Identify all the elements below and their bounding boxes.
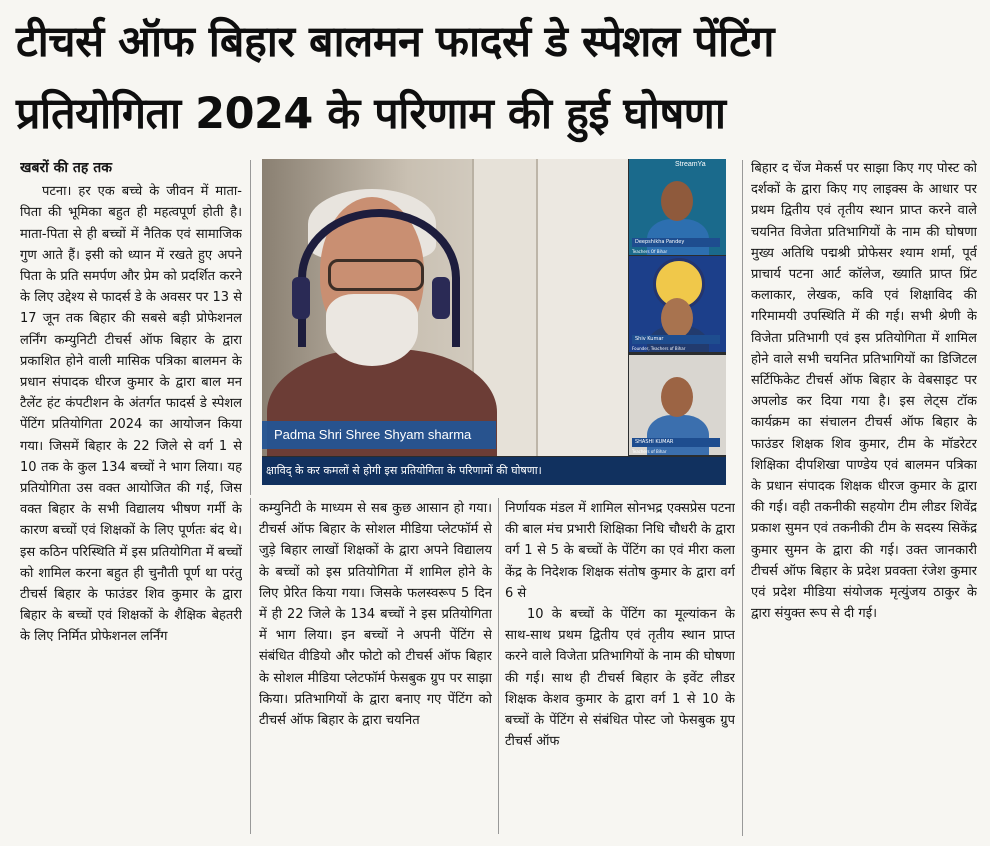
- news-photo: [262, 159, 726, 485]
- column-divider: [498, 498, 499, 834]
- streamyard-logo: StreamYa: [675, 161, 706, 168]
- news-ticker: क्षाविद् के कर कमलों से होगी इस प्रतियोगिता के परिणामों की घोषणा।: [262, 457, 726, 485]
- participant-label: Deepshikha Pandey: [632, 238, 720, 247]
- participant-thumbnail: [629, 355, 726, 455]
- article-column-3: [505, 498, 735, 834]
- participant-thumbnail: [629, 256, 726, 352]
- article-column-2: [259, 498, 492, 834]
- paragraph: पटना। हर एक बच्चे के जीवन में माता-पिता की भूमिका बहुत ही महत्वपूर्ण होती है। माता-पिता से ही बच्चों में नैतिक एवं सामाजिक गुण आते हैं। इसी को ध्यान में रखते हुए अपने पिता के प्रति समर्पण और प्रेम को प्रदर्शित करने के लिए उद्देश्य से फादर्स डे के अवसर पर 13 से 17 जून तक बिहार की सबसे बड़ी प्रोफेशनल लर्निंग कम्युनिटी टीचर्स ऑफ बिहार के द्वारा प्रकाशित होने वाली मासिक पत्रिका बालमन के प्रधान संपादक धीरज कुमार के द्वारा बाल मन टैलेंट हंट कंपटीशन के अंतर्गत फादर्स डे स्पेशल पेंटिंग प्रतियोगिता 2024 का आयोजन किया गया। जिसमें बिहार के 22 जिले से वर्ग 1 से 10 तक के कुल 134 बच्चों ने भाग लिया। यह प्रतियोगिता उस वक्त आयोजित की गई, जिस वक्त बिहार के सभी विद्यालय भीषण गर्मी के कारण बच्चों एवं शिक्षकों के लिए पूर्णतः बंद थे। इस कठिन परिस्थिति में इस प्रतियोगिता में बच्चों को शामिल करना बहुत ही चुनौती पूर्ण था परंतु टीचर्स बिहार के फाउंडर शिव कुमार के द्वारा बिहार के बच्चों एवं शिक्षकों के शैक्षिक बेहतरी के लिए निर्मित प्रोफेशनल लर्निंग: [20, 184, 242, 645]
- speaker-name-tag: Padma Shri Shree Shyam sharma: [262, 421, 496, 449]
- paragraph: बिहार द चेंज मेकर्स पर साझा किए गए पोस्ट को दर्शकों के द्वारा किए गए लाइक्स के आधार पर प्रथम द्वितीय एवं तृतीय स्थान प्राप्त करने वाले चयनित विजेता प्रतिभागियों के नाम की घोषणा मुख्य अतिथि पद्मश्री प्रोफेसर श्याम शर्मा, पूर्व प्राचार्य पटना आर्ट कॉलेज, ख्याति प्राप्त प्रिंट कलाकार, लेखक, कवि एवं शिक्षाविद की गरिमामयी उपस्थिति में की गई। सभी श्रेणी के विजेता प्रतिभागी एवं इस प्रतियोगिता में शामिल होने वाले सभी चयनित प्रतिभागियों का डिजिटल सर्टिफिकेट टीचर्स ऑफ बिहार के वेबसाइट पर अपलोड कर दिया गया है। इस लेट्स टॉक कार्यक्रम का संचालन टीचर्स ऑफ बिहार के फाउंडर शिक्षक शिव कुमार, टीम के मॉडरेटर शिक्षिका दीपशिखा पाण्डेय एवं बालमन पत्रिका के प्रधान संपादक शिक्षक धीरज कुमार के द्वारा की गई। वही तकनीकी सहयोग टीम लीडर शिवेंद्र प्रकाश सुमन एवं तकनीकी टीम के सदस्य सिकेंद्र कुमार सुमन के द्वारा की गई। उक्त जानकारी टीचर्स ऑफ बिहार के प्रदेश प्रवक्ता रंजेश कुमार एवं प्रदेश मीडिया संयोजक मृत्युंजय ठाकुर के द्वारा संयुक्त रूप से दी गई।: [751, 161, 977, 622]
- article-column-4: [751, 158, 977, 834]
- main-video-feed: [262, 159, 628, 456]
- paragraph: 10 के बच्चों के पेंटिंग का मूल्यांकन के साथ-साथ प्रथम द्वितीय एवं तृतीय स्थान प्राप्त करने वाले विजेता प्रतिभागियों के नाम की घोषणा की गई। साथ ही टीचर्स बिहार के इवेंट लीडर शिक्षक केशव कुमार के द्वारा वर्ग 1 से 10 के बच्चों के पेंटिंग से संबंधित पोस्ट जो फेसबुक ग्रुप टीचर्स ऑफ: [505, 607, 735, 750]
- participant-sub: Teachers of Bihar: [632, 449, 667, 454]
- column-divider: [742, 160, 743, 836]
- kicker: खबरों की तह तक: [20, 160, 112, 176]
- participant-label: SHASHI KUMAR: [632, 438, 720, 447]
- participant-thumbnail: [629, 159, 726, 255]
- participant-sub: Founder, Teachers of Bihar: [632, 346, 686, 351]
- headline-line-2: प्रतियोगिता 2024 के परिणाम की हुई घोषणा: [16, 89, 726, 139]
- paragraph: कम्युनिटी के माध्यम से सब कुछ आसान हो गया। टीचर्स ऑफ बिहार के सोशल मीडिया प्लेटफॉर्म से जुड़े बिहार लाखों शिक्षकों के द्वारा अपने विद्यालय के बच्चों को इस प्रतियोगिता में शामिल होने के लिए प्रेरित किया गया। जिसके फलस्वरूप 5 दिन में ही 22 जिले के 134 बच्चों ने इस प्रतियोगिता में भाग लिया। इन बच्चों ने अपनी पेंटिंग से संबंधित वीडियो और फोटो को टीचर्स ऑफ बिहार के सोशल मीडिया प्लेटफॉर्म फेसबुक ग्रुप पर साझा किया। प्रतिभागियों के द्वारा बनाए गए पेंटिंग को टीचर्स ऑफ बिहार के द्वारा चयनित: [259, 501, 492, 729]
- column-divider: [250, 160, 251, 495]
- headline-line-1: टीचर्स ऑफ बिहार बालमन फादर्स डे स्पेशल पेंटिंग: [16, 17, 774, 67]
- paragraph: निर्णायक मंडल में शामिल सोनभद्र एक्सप्रेस पटना की बाल मंच प्रभारी शिक्षिका निधि चौधरी के द्वारा वर्ग 1 से 5 के बच्चों के पेंटिंग का एवं मीरा कला केंद्र के निदेशक शिक्षक संतोष कुमार के द्वारा वर्ग 6 से: [505, 501, 735, 601]
- participant-label: Shiv Kumar: [632, 335, 720, 344]
- column-divider: [250, 498, 251, 834]
- article-column-1: [20, 158, 242, 834]
- participant-sub: Teachers Of Bihar: [632, 249, 668, 254]
